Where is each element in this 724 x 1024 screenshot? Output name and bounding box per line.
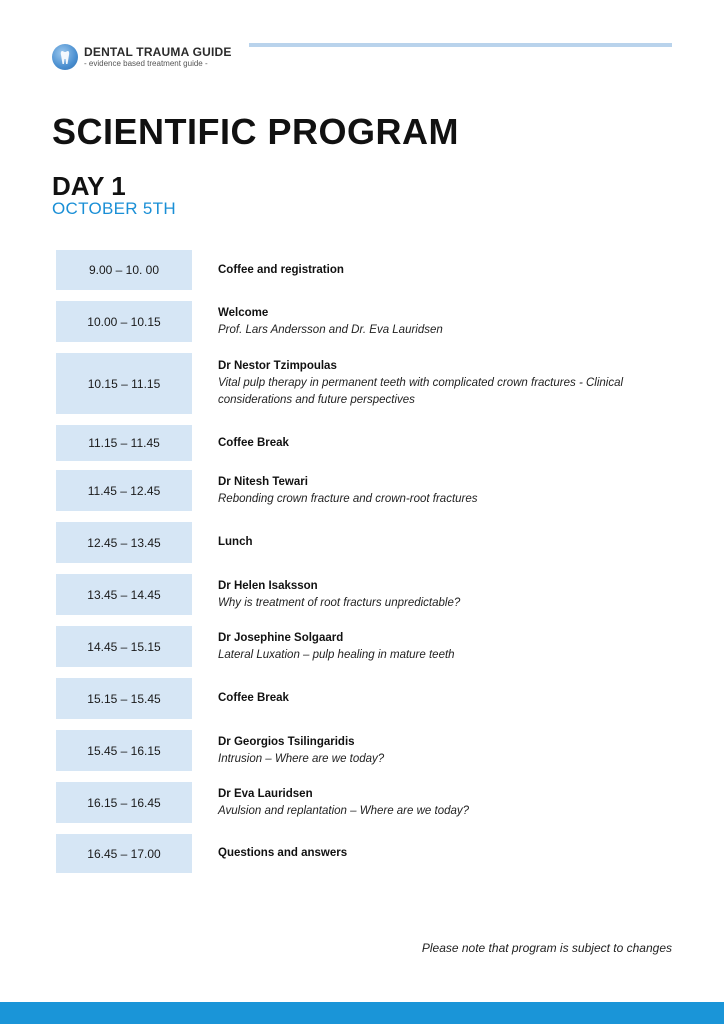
- session-subtitle: Intrusion – Where are we today?: [218, 752, 385, 765]
- schedule-row: [56, 782, 676, 823]
- time-slot: 9.00 – 10. 00: [56, 250, 192, 290]
- schedule-row: [56, 834, 676, 873]
- time-slot: 11.45 – 12.45: [56, 470, 192, 511]
- schedule-row: [56, 470, 676, 511]
- day-date: OCTOBER 5TH: [52, 199, 176, 218]
- time-slot: 15.15 – 15.45: [56, 678, 192, 719]
- session-subtitle: Lateral Luxation – pulp healing in mature teeth: [218, 648, 455, 661]
- session-title: Dr Josephine Solgaard: [218, 631, 344, 644]
- tooth-icon: [52, 44, 78, 70]
- session-subtitle: Why is treatment of root fracturs unpredictable?: [218, 596, 461, 609]
- time-slot: 16.45 – 17.00: [56, 834, 192, 873]
- session-title: Lunch: [218, 536, 253, 548]
- time-slot: 16.15 – 16.45: [56, 782, 192, 823]
- schedule-row: [56, 626, 676, 667]
- time-slot: 15.45 – 16.15: [56, 730, 192, 771]
- schedule-row: [56, 730, 676, 771]
- session-title: Dr Nestor Tzimpoulas: [218, 360, 337, 372]
- session-subtitle: Rebonding crown fracture and crown-root fractures: [218, 492, 478, 505]
- session-title: Coffee Break: [218, 436, 289, 449]
- disclaimer-note: Please note that program is subject to changes: [421, 941, 672, 955]
- schedule-row: [56, 678, 676, 719]
- schedule-row: [56, 301, 676, 342]
- logo-title: DENTAL TRAUMA GUIDE: [84, 44, 232, 59]
- session-title: Dr Helen Isaksson: [218, 579, 318, 592]
- logo-text: [84, 46, 232, 69]
- session-subtitle: Vital pulp therapy in permanent teeth with complicated crown fractures - Clinical considerations and future perspectives: [218, 377, 624, 406]
- schedule-row: [56, 522, 676, 563]
- time-slot: 10.15 – 11.15: [56, 353, 192, 414]
- schedule-row: [56, 574, 676, 615]
- session-title: Dr Nitesh Tewari: [218, 475, 308, 488]
- time-slot: 14.45 – 15.15: [56, 626, 192, 667]
- session-title: Dr Georgios Tsilingaridis: [218, 735, 355, 748]
- session-title: Coffee Break: [218, 692, 289, 704]
- session-subtitle: Prof. Lars Andersson and Dr. Eva Lauridsen: [218, 323, 443, 336]
- logo: [52, 44, 232, 70]
- schedule-row: [56, 353, 676, 414]
- page-title: SCIENTIFIC PROGRAM: [52, 111, 460, 152]
- footer-bar: [0, 1002, 724, 1024]
- header-rule: [249, 43, 672, 47]
- logo-subtitle: - evidence based treatment guide -: [84, 58, 208, 68]
- time-slot: 11.15 – 11.45: [56, 425, 192, 461]
- session-title: Questions and answers: [218, 847, 348, 859]
- session-title: Coffee and registration: [218, 263, 344, 276]
- schedule-row: [56, 425, 676, 461]
- time-slot: 10.00 – 10.15: [56, 301, 192, 342]
- session-subtitle: Avulsion and replantation – Where are we today?: [218, 804, 470, 817]
- session-title: Welcome: [218, 306, 269, 319]
- time-slot: 12.45 – 13.45: [56, 522, 192, 563]
- time-slot: 13.45 – 14.45: [56, 574, 192, 615]
- day-label: DAY 1: [52, 171, 126, 201]
- session-title: Dr Eva Lauridsen: [218, 787, 313, 800]
- schedule-row: [56, 250, 676, 290]
